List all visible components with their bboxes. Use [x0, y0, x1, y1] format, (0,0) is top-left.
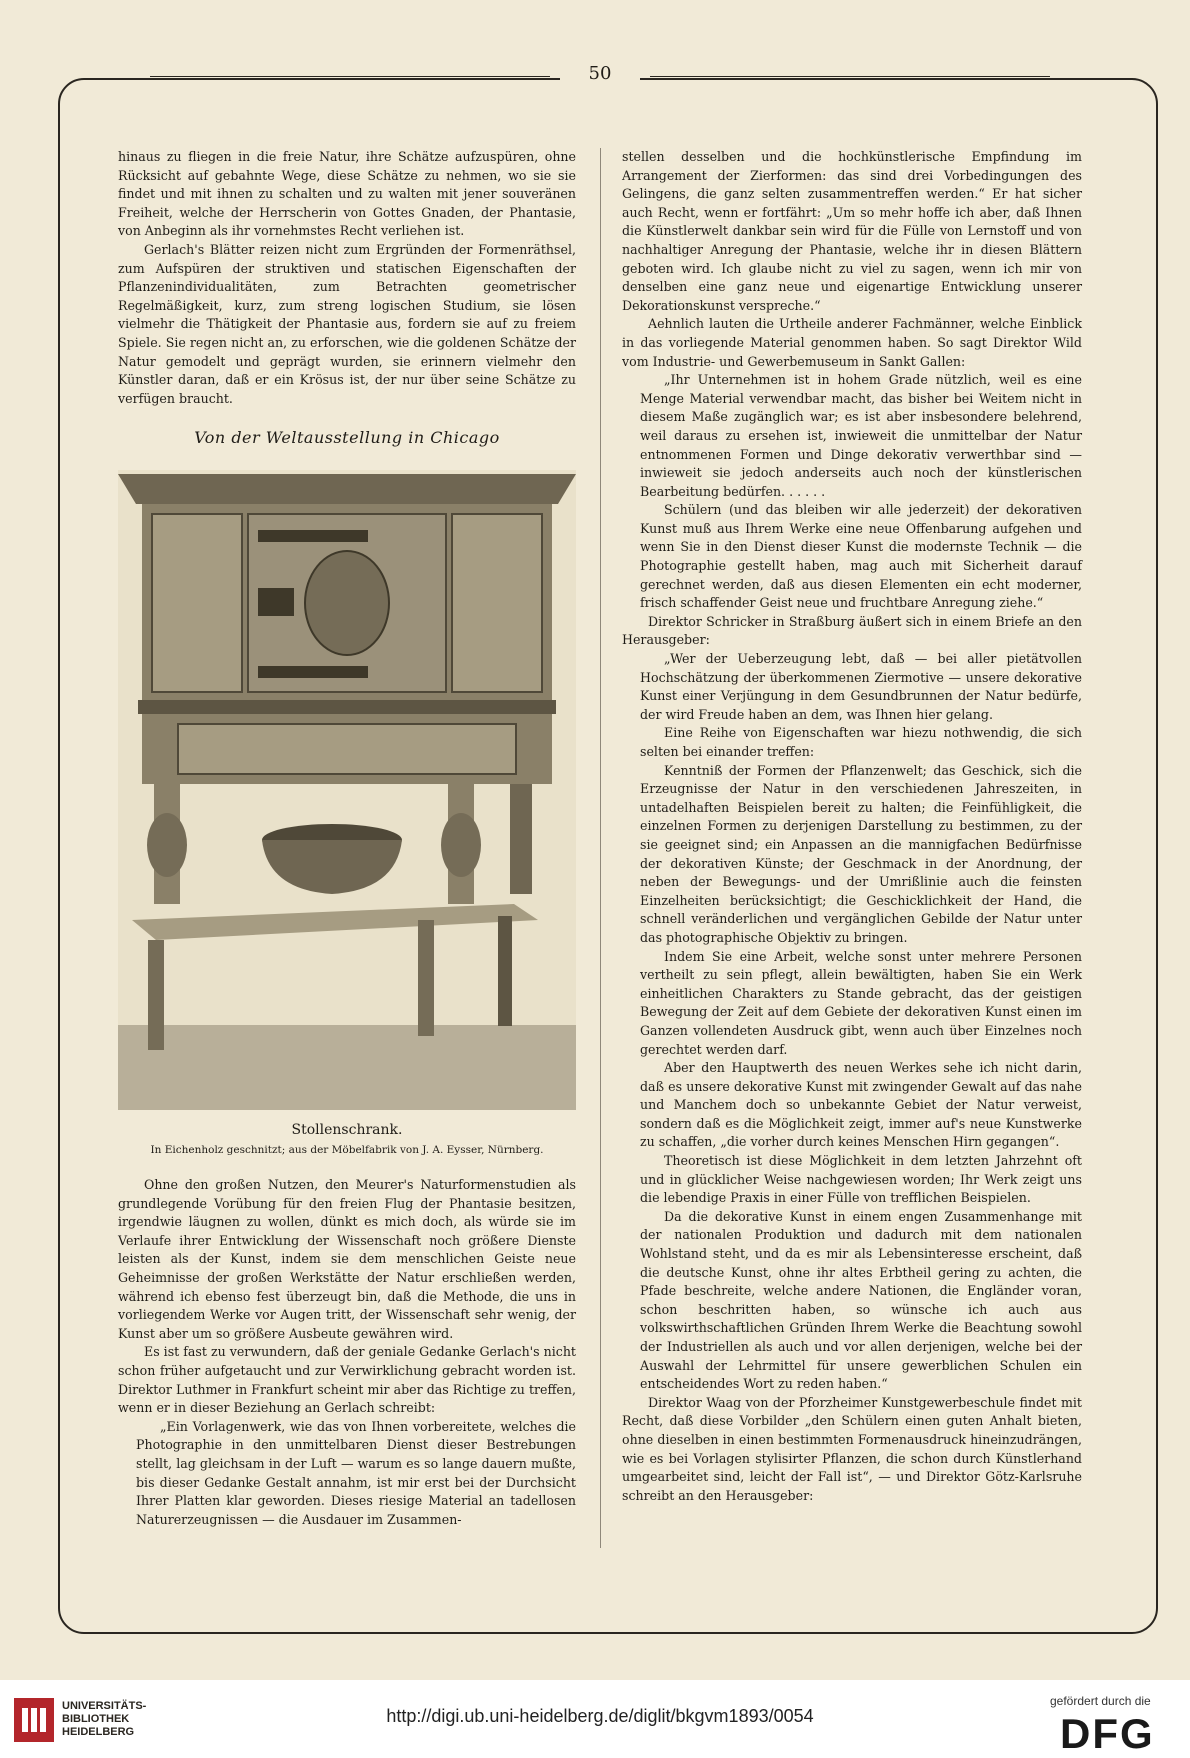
paragraph: Direktor Schricker in Straßburg äußert sich in einem Briefe an den Herausgeber:	[622, 613, 1082, 648]
quote-paragraph: „Ihr Unternehmen ist in hohem Grade nützlich, weil es eine Menge Material verwendbar macht, das bisher bei Weitem nicht in diesem Maße zugänglich war; es ist aber insbesondere belehrend, weil daraus zu ersehen ist, inwieweit die unmittelbar der Natur entnommenen Formen und Dinge dekorativ verwerthbar sind — inwieweit sie jedoch anderseits auch noch der künstlerischen Bearbeitung bedürfen. . . . . .	[640, 372, 1082, 499]
upper-hinge	[258, 530, 368, 542]
section-title: Von der Weltausstellung in Chicago	[194, 428, 500, 447]
library-logo-icon	[14, 1698, 54, 1742]
right-carved-panel	[452, 514, 542, 692]
cabinet-cornice	[118, 474, 576, 504]
back-right-leg	[510, 784, 532, 894]
column-divider	[600, 148, 601, 1548]
quote-paragraph: Kenntniß der Formen der Pflanzenwelt; das Geschick, sich die Erzeugnisse der Natur in den verschiedenen Jahreszeiten, in untadelhaften Beispielen bereit zu halten; die Feinfühligkeit, die einzelnen Formen zu derjenigen Darstellung zu bestimmen, zu der sie geeignet sind; ein Anpassen an die mannigfachen Bedürfnisse der dekorativen Künste; der Geschmack in der Anordnung, der neben der Bewegungs- und der Umrißlinie auch die feinsten Einzelheiten berücksichtigt; die Geschicklichkeit der Hand, die schnell veränderlichen und vergänglichen Gebilde der Natur unter das photographische Objektiv zu bringen.	[640, 762, 1082, 945]
funded-by-label: gefördert durch die	[1050, 1694, 1151, 1708]
paragraph: Direktor Waag von der Pforzheimer Kunstgewerbeschule findet mit Recht, daß diese Vorbilder „den Schülern einen guten Anhalt bieten, ohne dieselben in einen bestimmten Formenausdruck hineinzudrängen, wie es bei Vorlagen stylisirter Pflanzen, die schon durch Künstlerhand umgearbeitet sind, leicht der Fall ist“, — und Direktor Götz-Karlsruhe schreibt an den Herausgeber:	[622, 1394, 1082, 1503]
caption-title: Stollenschrank.	[291, 1122, 403, 1138]
lock-plate	[258, 588, 294, 616]
footer-bar	[0, 1680, 1190, 1757]
paragraph: hinaus zu fliegen in die freie Natur, ihre Schätze aufzuspüren, ohne Rücksicht auf gebahnte Wege, diese Schätze zu nehmen, wo sie sie findet und mit ihnen zu schalten und zu walten mit jener souveränen Freiheit, welche der Herrscherin von Gottes Gnaden, der Phantasie, von Anbeginn als ihr vornehmstes Recht verliehen ist.	[118, 149, 576, 239]
left-column-top	[118, 148, 576, 408]
paragraph: stellen desselben und die hochkünstlerische Empfindung im Arrangement der Zierformen: das sind drei Vorbedingungen des Gelingens, die ganz selten zusammentreffen werden.“ Er hat sicher auch Recht, wenn er fortfährt: „Um so mehr hoffe ich aber, daß Ihnen die Künstlerwelt dankbar sein wird für die Fülle von Lernstoff und von nachhaltiger Anregung der Phantasie, welche ihr in diesen Blättern geboten wird. Ich glaube nicht zu viel zu sagen, wenn ich mir von denselben eine ganz neue und eigenartige Entwicklung unserer Dekorationskunst verspreche.“	[622, 149, 1082, 313]
quote-paragraph: Schülern (und das bleiben wir alle jederzeit) der dekorativen Kunst muß aus Ihrem Werke eine neue Offenbarung aufgehen und wenn Sie in den Dienst dieser Kunst die modernste Technik — die Photographie gestellt haben, mag auch mit Sicherheit darauf gerechnet werden, daß aus diesen Elementen ein echt moderner, frisch schaffender Geist neue und fruchtbare Anregung ziehe.“	[640, 502, 1082, 611]
leg-baluster-left	[147, 813, 187, 877]
quote-paragraph: „Ein Vorlagenwerk, wie das von Ihnen vorbereitete, welches die Photographie in den unmittelbaren Dienst dieser Bestrebungen stellt, lag gleichsam in der Luft — warum es so lange dauern mußte, bis dieser Gedanke Gestalt annahm, ist mir erst bei der Durchsicht Ihrer Platten klar geworden. Dieses riesige Material an tadellosen Naturerzeugnissen — die Ausdauer im Zusammen-	[136, 1418, 576, 1527]
library-name: UNIVERSITÄTS- BIBLIOTHEK HEIDELBERG	[62, 1700, 147, 1738]
cabinet-illustration	[118, 470, 576, 1110]
caption-subtitle: In Eichenholz geschnitzt; aus der Möbelfabrik von J. A. Eysser, Nürnberg.	[150, 1144, 544, 1156]
paragraph: Gerlach's Blätter reizen nicht zum Ergründen der Formenräthsel, zum Aufspüren der struktiven und statischen Eigenschaften der Pflanzenindividualitäten, zum Betrachten geometrischer Regelmäßigkeit, kurz, zum streng logischen Studium, sie lösen vielmehr die Thätigkeit der Phantasie aus, fordern sie auf zu freiem Spiele. Sie regen nicht an, zu erforschen, wie die goldenen Schätze der Natur gemodelt und geprägt wurden, sie erinnern vielmehr den Künstler daran, daß er ein Krösus ist, der nur über seine Schätze zu verfügen braucht.	[118, 241, 576, 406]
quote-paragraph: Aber den Hauptwerth des neuen Werkes sehe ich nicht darin, daß es unsere dekorative Kunst mit zwingender Gewalt auf das nahe und Manchem doch so unbekannte Gebiet der Natur verweist, sondern daß es die Möglichkeit zeigt, immer auf's neue Kunstwerke zu schaffen, „die vorher durch keines Menschen Hirn gegangen“.	[640, 1060, 1082, 1150]
foot-back	[498, 916, 512, 1026]
paragraph: Aehnlich lauten die Urtheile anderer Fachmänner, welche Einblick in das vorliegende Material genommen haben. So sagt Direktor Wild vom Industrie- und Gewerbemuseum in Sankt Gallen:	[622, 316, 1082, 369]
quote-paragraph: Indem Sie eine Arbeit, welche sonst unter mehrere Personen vertheilt zu sein pflegt, allein bewältigten, haben Sie ein Werk einheitlichen Charakters zu Stande gebracht, das der geistigen Bewegung der Zeit auf dem Gebiete der dekorativen Kunst einen im Ganzen vollendeten Ausdruck gibt, wenn auch über Einzelnes noch gerechtet werden darf.	[640, 948, 1082, 1057]
paragraph: Es ist fast zu verwundern, daß der geniale Gedanke Gerlach's nicht schon früher aufgetaucht und zur Verwirklichung gebracht worden ist. Direktor Luthmer in Frankfurt scheint mir aber das Richtige zu treffen, wenn er in dieser Beziehung an Gerlach schreibt:	[118, 1344, 576, 1416]
right-column	[622, 148, 1082, 1505]
foot-left	[148, 940, 164, 1050]
paragraph: Ohne den großen Nutzen, den Meurer's Naturformenstudien als grundlegende Vorübung für den freien Flug der Phantasie besitzen, irgendwie läugnen zu wollen, dünkt es mich doch, als würde sie im Verlaufe ihrer Entwicklung der Wissenschaft noch größere Dienste leisten als der Kunst, indem sie dem menschlichen Geiste neue Geheimnisse der großen Werkstätte der Natur erschließen werden, während ich ebenso fest überzeugt bin, daß die Methode, die uns in vorliegendem Werke vor Augen tritt, der Wissenschaft sehr wenig, der Kunst aber um so größere Ausbeute gewähren wird.	[118, 1177, 576, 1341]
coat-of-arms	[305, 551, 389, 655]
floor-shadow	[118, 1025, 576, 1110]
page-number: 50	[560, 63, 640, 84]
source-url-link[interactable]: http://digi.ub.uni-heidelberg.de/diglit/bkgvm1893/0054	[386, 1706, 814, 1726]
lower-hinge	[258, 666, 368, 678]
header-rule-left	[150, 76, 550, 77]
dfg-logo: DFG	[1060, 1710, 1155, 1757]
leg-baluster-right	[441, 813, 481, 877]
quote-paragraph: „Wer der Ueberzeugung lebt, daß — bei aller pietätvollen Hochschätzung der überkommenen Ziermotive — unsere dekorative Kunst einer Verjüngung in dem Gesundbrunnen der Natur bedürfe, der wird Freude haben an dem, was Ihnen hier gelang.	[640, 651, 1082, 722]
quote-paragraph: Theoretisch ist diese Möglichkeit in dem letzten Jahrzehnt oft und in glücklicher Weise nachgewiesen worden; Ihr Werk zeigt uns die lebendige Praxis in einer Fülle von trefflichen Beispielen.	[640, 1153, 1082, 1206]
left-column-bottom	[118, 1176, 576, 1529]
foot-right	[418, 920, 434, 1036]
quote-paragraph: Eine Reihe von Eigenschaften war hiezu nothwendig, die sich selten bei einander treffen:	[640, 725, 1082, 759]
left-carved-panel	[152, 514, 242, 692]
header-rule-right	[650, 76, 1050, 77]
quote-paragraph: Da die dekorative Kunst in einem engen Zusammenhange mit der nationalen Produktion und dadurch mit dem nationalen Wohlstand steht, und da es mir als Lebensinteresse erscheint, daß die deutsche Kunst, ohne ihr altes Erbtheil gering zu achten, die Pfade beschreite, welche andere Nationen, die Engländer voran, schon beschritten haben, so wünsche ich auch aus volkswirthschaftlichen Gründen Ihrem Werke die Beachtung sowohl der Industriellen als auch und vor allen derjenigen, welche bei der Auswahl der Lehrmittel für unsere gewerblichen Schulen ein entscheidendes Wort zu reden haben.“	[640, 1208, 1082, 1392]
